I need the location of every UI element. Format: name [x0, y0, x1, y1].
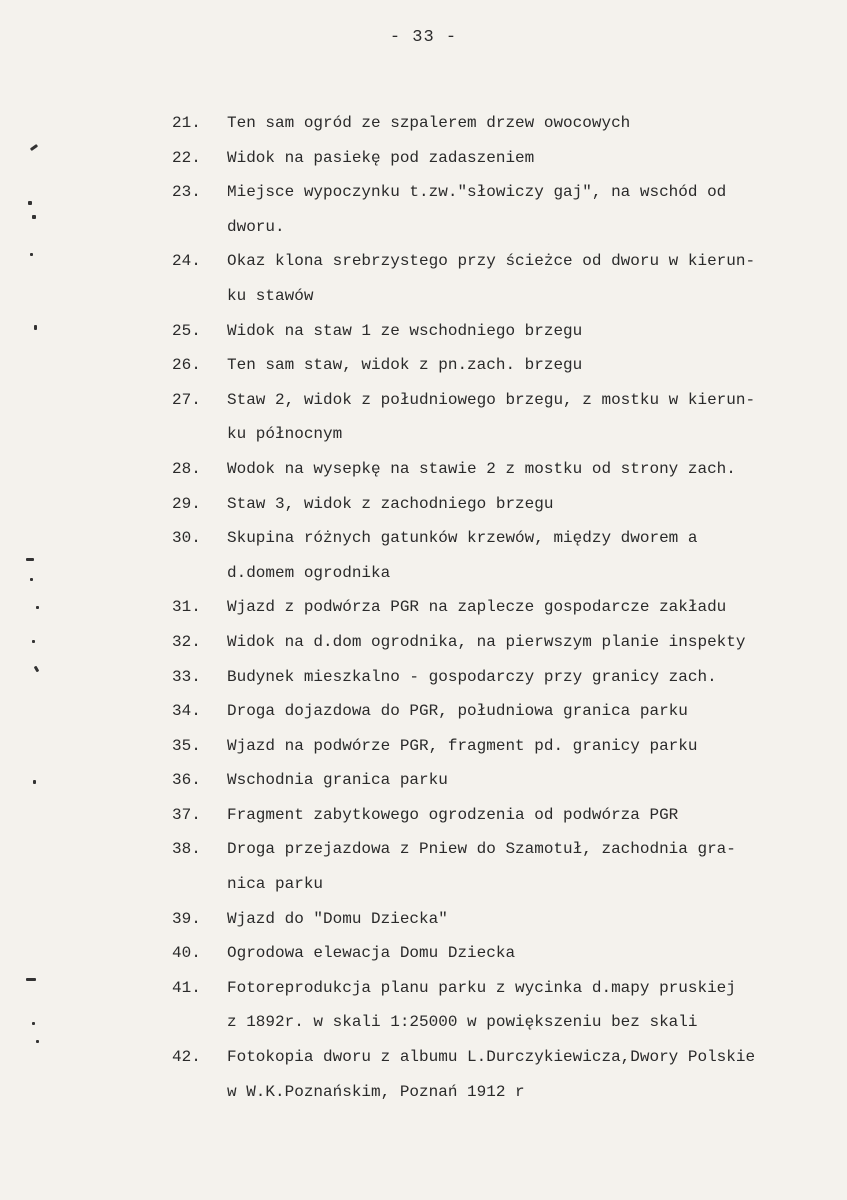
item-number: 28. — [172, 459, 201, 478]
item-text: Fragment zabytkowego ogrodzenia od podwórza PGR — [227, 805, 679, 824]
list-item-line — [0, 525, 847, 560]
list-item — [0, 318, 847, 353]
item-text: Wjazd do "Domu Dziecka" — [227, 909, 448, 928]
list-item-line — [0, 318, 847, 353]
item-number: 33. — [172, 667, 201, 686]
item-number: 39. — [172, 909, 201, 928]
list-item — [0, 491, 847, 526]
list-item-line — [0, 1079, 847, 1114]
item-text: d.domem ogrodnika — [227, 563, 391, 582]
list-item — [0, 975, 847, 1044]
list-item-line — [0, 836, 847, 871]
list-item — [0, 1044, 847, 1113]
item-text: Wodok na wysepkę na stawie 2 z mostku od strony zach. — [227, 459, 736, 478]
item-text: Budynek mieszkalno - gospodarczy przy granicy zach. — [227, 667, 717, 686]
list-item — [0, 594, 847, 629]
list-item — [0, 940, 847, 975]
list-item-line — [0, 975, 847, 1010]
list-item — [0, 767, 847, 802]
item-text: Fotokopia dworu z albumu L.Durczykiewicza,Dwory Polskie — [227, 1048, 756, 1067]
list-item-line — [0, 560, 847, 595]
list-item-line — [0, 491, 847, 526]
list-item — [0, 145, 847, 180]
list-item-line — [0, 248, 847, 283]
list-item-line — [0, 871, 847, 906]
item-text: Widok na d.dom ogrodnika, na pierwszym planie inspekty — [227, 632, 746, 651]
item-text: ku stawów — [227, 286, 314, 305]
list-item-line — [0, 283, 847, 318]
item-text: dworu. — [227, 217, 285, 236]
item-text: Droga dojazdowa do PGR, południowa granica parku — [227, 702, 688, 721]
item-text: Ten sam staw, widok z pn.zach. brzegu — [227, 356, 583, 375]
list-item — [0, 836, 847, 905]
photo-list — [0, 110, 847, 1113]
list-item — [0, 179, 847, 248]
list-item-line — [0, 387, 847, 422]
list-item — [0, 110, 847, 145]
item-text: Ten sam ogród ze szpalerem drzew owocowych — [227, 114, 631, 132]
item-number: 37. — [172, 805, 201, 824]
list-item-line — [0, 767, 847, 802]
list-item-line — [0, 940, 847, 975]
item-number: 40. — [172, 944, 201, 963]
item-text: Staw 3, widok z zachodniego brzegu — [227, 494, 554, 513]
list-item — [0, 629, 847, 664]
list-item-line — [0, 1044, 847, 1079]
item-number: 36. — [172, 771, 201, 790]
list-item — [0, 352, 847, 387]
item-text: Droga przejazdowa z Pniew do Szamotuł, zachodnia gra- — [227, 840, 736, 859]
list-item — [0, 248, 847, 317]
item-text: z 1892r. w skali 1:25000 w powiększeniu bez skali — [227, 1013, 698, 1032]
list-item — [0, 664, 847, 699]
item-number: 34. — [172, 702, 201, 721]
item-number: 21. — [172, 114, 201, 132]
item-text: nica parku — [227, 875, 324, 894]
item-number: 24. — [172, 252, 201, 271]
item-number: 32. — [172, 632, 201, 651]
item-text: Widok na staw 1 ze wschodniego brzegu — [227, 321, 583, 340]
item-text: w W.K.Poznańskim, Poznań 1912 r — [227, 1082, 525, 1101]
item-number: 22. — [172, 148, 201, 167]
list-item-line — [0, 594, 847, 629]
item-number: 26. — [172, 356, 201, 375]
list-item — [0, 456, 847, 491]
list-item-line — [0, 179, 847, 214]
list-item-line — [0, 1009, 847, 1044]
item-number: 30. — [172, 529, 201, 548]
list-item-line — [0, 906, 847, 941]
list-item-line — [0, 352, 847, 387]
item-text: Staw 2, widok z południowego brzegu, z mostku w kierun- — [227, 390, 756, 409]
list-item-line — [0, 733, 847, 768]
list-item-line — [0, 214, 847, 249]
list-item — [0, 525, 847, 594]
item-number: 29. — [172, 494, 201, 513]
list-item-line — [0, 145, 847, 180]
item-number: 23. — [172, 183, 201, 202]
item-text: Miejsce wypoczynku t.zw."słowiczy gaj", na wschód od — [227, 183, 727, 202]
list-item-line — [0, 629, 847, 664]
list-item-line — [0, 110, 847, 145]
list-item-line — [0, 664, 847, 699]
item-text: Skupina różnych gatunków krzewów, między dworem a — [227, 529, 698, 548]
item-text: Wschodnia granica parku — [227, 771, 448, 790]
item-number: 41. — [172, 978, 201, 997]
item-number: 25. — [172, 321, 201, 340]
list-item — [0, 387, 847, 456]
item-text: Wjazd z podwórza PGR na zaplecze gospodarcze zakładu — [227, 598, 727, 617]
list-item — [0, 698, 847, 733]
item-number: 27. — [172, 390, 201, 409]
list-item-line — [0, 456, 847, 491]
list-item — [0, 802, 847, 837]
item-text: Wjazd na podwórze PGR, fragment pd. granicy parku — [227, 736, 698, 755]
item-number: 38. — [172, 840, 201, 859]
list-item-line — [0, 421, 847, 456]
list-item — [0, 906, 847, 941]
item-number: 31. — [172, 598, 201, 617]
item-text: Ogrodowa elewacja Domu Dziecka — [227, 944, 516, 963]
list-item-line — [0, 698, 847, 733]
list-item-line — [0, 802, 847, 837]
item-text: ku północnym — [227, 425, 343, 444]
item-text: Okaz klona srebrzystego przy ścieżce od dworu w kierun- — [227, 252, 756, 271]
item-text: Fotoreprodukcja planu parku z wycinka d.mapy pruskiej — [227, 978, 736, 997]
page-number: - 33 - — [389, 28, 458, 47]
item-number: 42. — [172, 1048, 201, 1067]
item-text: Widok na pasiekę pod zadaszeniem — [227, 148, 535, 167]
list-item — [0, 733, 847, 768]
item-number: 35. — [172, 736, 201, 755]
